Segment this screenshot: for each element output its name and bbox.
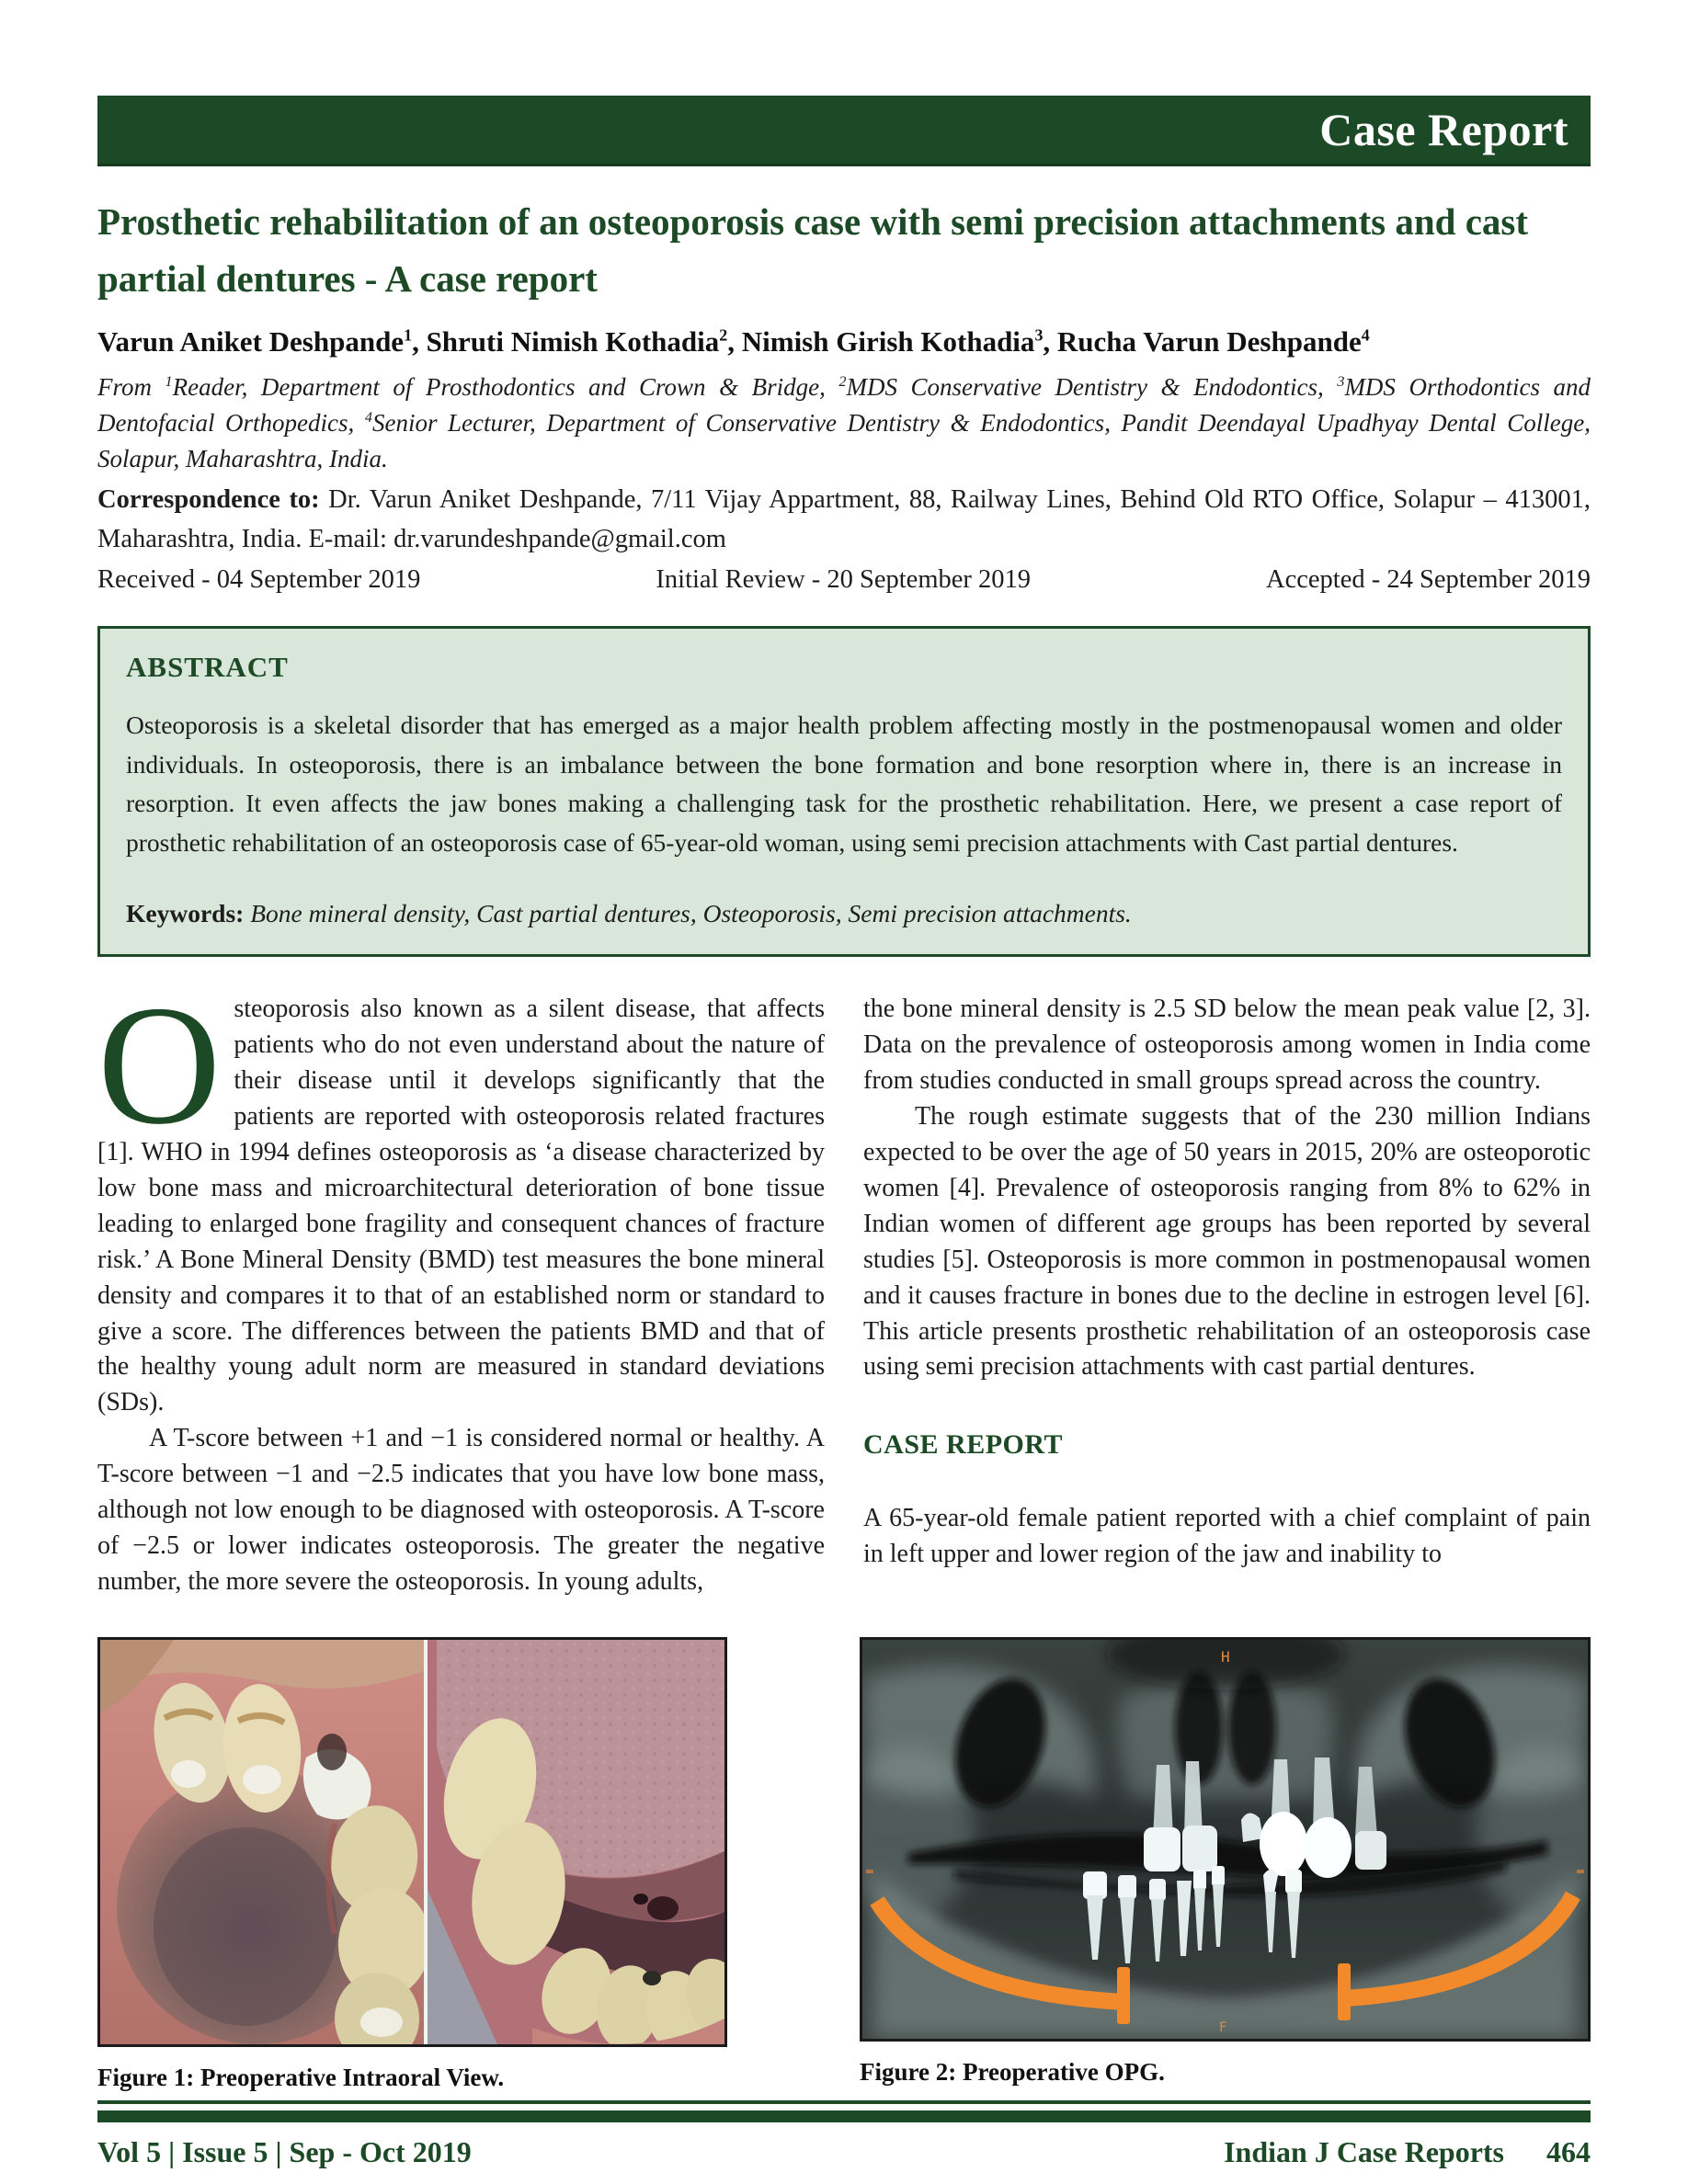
prevalence-paragraph: The rough estimate suggests that of the 230 million Indians expected to be over the age of 50 years in 2015, 20% are osteoporotic women [4]. Prevalence of osteoporosis ranging from 8% to 62% in Indian women of different age groups has been reported by several studies [5]. Osteoporosis is more common in postmenopausal women and it causes fracture in bones due to the decline in estrogen level [6]. This article presents prosthetic rehabilitation of an osteoporosis case using semi precision attachments with cast partial dentures. (863, 1102, 1591, 1382)
body-columns (97, 971, 1591, 1599)
case-paragraph: A 65-year-old female patient reported with a chief complaint of pain in left upper and lower region of the jaw and inability to (863, 1504, 1591, 1568)
intraoral-photo-left (100, 1640, 434, 2044)
article-type-banner (97, 96, 1591, 166)
svg-text:F: F (1219, 2019, 1227, 2035)
authors-line: Varun Aniket Deshpande$^1$, Shruti Nimish Kothadia$^2$, Nimish Girish Kothadia$^3$, Rucha Varun Deshpande$^4$ (97, 325, 1370, 358)
figure-1 (97, 1637, 727, 2092)
continuation-paragraph: the bone mineral density is 2.5 SD below the mean peak value [2, 3]. Data on the prevalence of osteoporosis among women in India come from studies conducted in small groups spread across the country. (863, 995, 1591, 1096)
drop-cap: O (97, 971, 222, 1161)
figure1-frame (97, 1637, 727, 2047)
footer-page-number: 464 (1546, 2135, 1591, 2168)
footer-rule-thick (97, 2110, 1591, 2122)
dates-row (97, 565, 1591, 595)
article-title: Prosthetic rehabilitation of an osteoporosis case with semi precision attachments and cast partial dentures - A case report (97, 200, 1529, 300)
page-footer (97, 2100, 1591, 2169)
figure1-caption: Figure 1: Preoperative Intraoral View. (97, 2063, 505, 2091)
affiliations: From $^1$Reader, Department of Prosthodontics and Crown & Bridge, $^2$MDS Conservative Dentistry & Endodontics, $^3$MDS Orthodontics and Dentofacial Orthopedics, $^4$Senior Lecturer, Department of Conservative Dentistry & Endodontics, Pandit Deendayal Upadhyay Dental College, Solapur, Maharashtra, India. (97, 373, 1591, 473)
right-column (863, 992, 1591, 1599)
keywords-line: Keywords: Bone mineral density, Cast partial dentures, Osteoporosis, Semi precision attachments. (126, 899, 1132, 928)
figure2-frame (860, 1637, 1591, 2042)
case-report-heading: CASE REPORT (863, 1429, 1063, 1461)
figure2-caption: Figure 2: Preoperative OPG. (860, 2057, 1165, 2086)
footer-rule-thin (97, 2100, 1591, 2104)
footer-issue-info: Vol 5 | Issue 5 | Sep - Oct 2019 (97, 2135, 472, 2168)
figures-row (97, 1637, 1591, 2092)
abstract-heading: ABSTRACT (126, 650, 289, 683)
intraoral-photo-right (428, 1640, 724, 2044)
initial-review-date: Initial Review - 20 September 2019 (656, 564, 1032, 594)
left-column (97, 971, 825, 1599)
abstract-text: Osteoporosis is a skeletal disorder that has emerged as a major health problem affecting mostly in the postmenopausal women and older individuals. In osteoporosis, there is an imbalance between the bone formation and bone resorption where in, there is an increase in resorption. It even affects the jaw bones making a challenging task for the prosthetic rehabilitation. Here, we present a case report of prosthetic rehabilitation of an osteoporosis case of 65-year-old woman, using semi precision attachments with Cast partial dentures. (126, 710, 1562, 857)
intro-paragraph-text: steoporosis also known as a silent disease, that affects patients who do not even understand about the nature of their disease until it develops significantly that the patients are reported with osteoporosis related fractures [1]. WHO in 1994 defines osteoporosis as ‘a disease characterized by low bone mass and microarchitectural deterioration of bone tissue leading to enlarged bone fragility and consequent chances of fracture risk.’ A Bone Mineral Density (BMD) test measures the bone mineral density and compares it to that of an established norm or standard to give a score. The differences between the patients BMD and that of the healthy young adult norm are measured in standard deviations (SDs). (97, 995, 825, 1417)
tscore-paragraph: A T-score between +1 and −1 is considered normal or healthy. A T-score between −1 and −2.5 indicates that you have low bone mass, although not low enough to be diagnosed with osteoporosis. A T-score of −2.5 or lower indicates osteoporosis. The greater the negative number, the more severe the osteoporosis. In young adults, (97, 1424, 825, 1596)
abstract-box (97, 626, 1591, 958)
svg-text:H: H (1221, 1647, 1230, 1666)
article-type-label: Case Report (1319, 104, 1568, 155)
accepted-date: Accepted - 24 September 2019 (1266, 564, 1591, 594)
correspondence: Correspondence to: Dr. Varun Aniket Deshpande, 7/11 Vijay Appartment, 88, Railway Lines, Behind Old RTO Office, Solapur – 413001, Maharashtra, India. E-mail: dr.varundeshpande@gmail.com (97, 485, 1591, 554)
intro-paragraph (97, 971, 825, 1421)
footer-journal-name: Indian J Case Reports (1224, 2135, 1504, 2168)
received-date: Received - 04 September 2019 (97, 564, 421, 594)
intraoral-photos-image (100, 1640, 724, 2044)
opg-xray-image (862, 1640, 1588, 2039)
figure-2 (860, 1637, 1591, 2092)
